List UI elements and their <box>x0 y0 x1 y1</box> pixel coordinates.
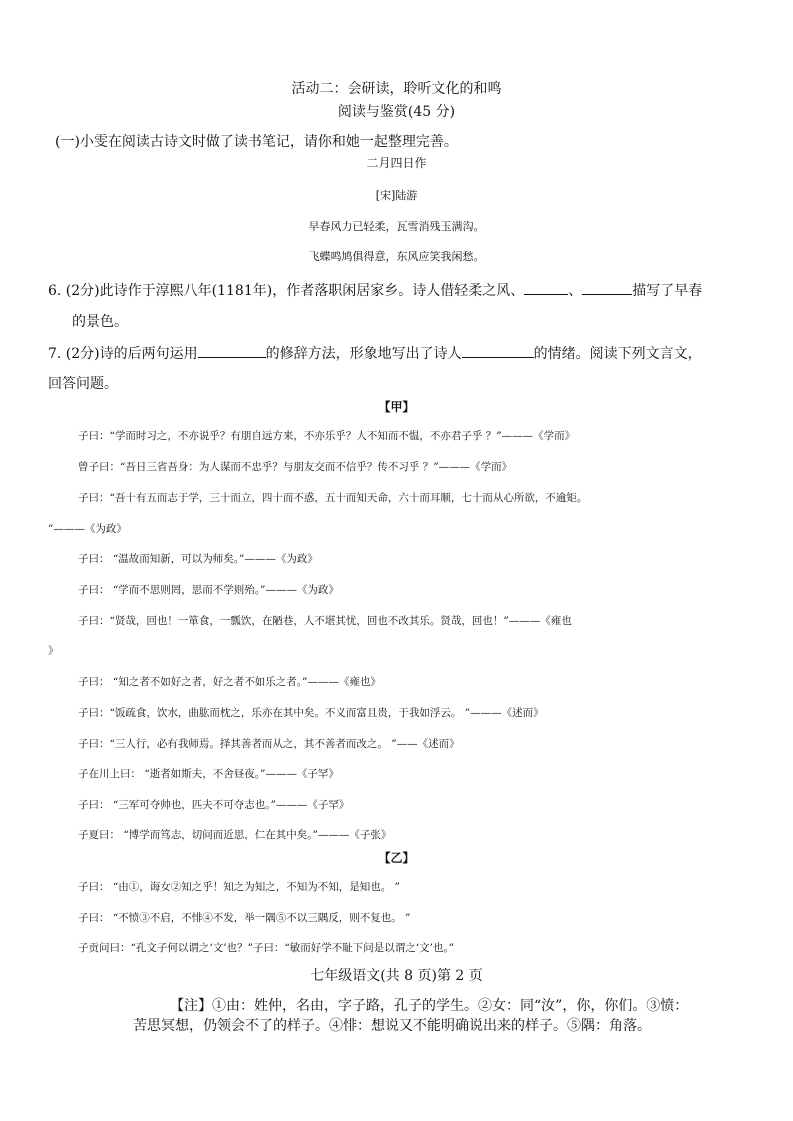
question-7-line-1 <box>48 343 702 363</box>
answer-blank[interactable] <box>524 282 568 295</box>
jia-line: 子曰： “学而不思则罔，思而不学则殆。”———《为政》 <box>78 584 339 596</box>
jia-line: 子在川上曰： “逝者如斯夫，不舍昼夜。”———《子罕》 <box>78 768 339 780</box>
jia-line: 子曰： “温故而知新，可以为师矣。”———《为政》 <box>78 553 318 565</box>
poem-line-2: 飞蝶鸣鸠俱得意，东风应笑我闲愁。 <box>308 250 485 263</box>
jia-header: 【甲】 <box>378 400 415 414</box>
jia-line: 子曰： “三军可夺帅也，匹夫不可夺志也。”———《子罕》 <box>78 799 350 811</box>
note-line-1: 【注】①由：姓仲，名由，字子路，孔子的学生。②女：同“汝”，你，你们。③愤： <box>170 998 689 1014</box>
poem-title: 二月四日作 <box>366 156 427 170</box>
question-6-line-1 <box>48 280 702 300</box>
question-6-text-a: 6. (2分)此诗作于淳熙八年(1181年)，作者落职闲居家乡。诗人借轻柔之风、 <box>48 283 525 299</box>
page-footer-label: 七年级语文(共 8 页)第 2 页 <box>310 968 483 984</box>
question-7-line-2: 回答问题。 <box>48 376 118 392</box>
part1-intro: (一)小雯在阅读古诗文时做了读书笔记，请你和她一起整理完善。 <box>55 134 458 150</box>
jia-line: 子曰：“三人行，必有我师焉。择其善者而从之，其不善者而改之。 ”——《述而》 <box>78 738 460 750</box>
section-title: 活动二：会研读，聆听文化的和鸣 <box>291 81 502 97</box>
yi-line: 子贡问曰：“孔文子何以谓之‘文’也？”子曰：“敏而好学不耻下问是以谓之‘文’也。” <box>78 942 455 954</box>
note-line-2: 苦思冥想，仍领会不了的样子。④悱：想说又不能明确说出来的样子。⑤隅：角落。 <box>133 1018 651 1034</box>
jia-line: ”———《为政》 <box>48 523 127 535</box>
jia-line: 曾子曰：“吾日三省吾身：为人谋而不忠乎？与朋友交而不信乎？传不习乎 ？”———《学而》 <box>78 461 513 473</box>
answer-blank[interactable] <box>462 345 534 358</box>
question-6-text-b: 描写了早春 <box>632 283 703 299</box>
jia-line: 子曰：“饭疏食，饮水，曲肱而枕之，乐亦在其中矣。不义而富且贵，于我如浮云。 ”———《述而》 <box>78 707 544 719</box>
section-subtitle: 阅读与鉴赏(45 分) <box>337 104 456 120</box>
yi-line: 子曰： “由①，诲女②知之乎！知之为知之，不知为不知，是知也。 ” <box>78 881 400 893</box>
yi-line: 子曰： “不愤③不启，不悱④不发，举一隅⑤不以三隅反，则不复也。 ” <box>78 912 411 924</box>
jia-line: 子曰：“吾十有五而志于学，三十而立，四十而不惑，五十而知天命，六十而耳顺，七十而从心所欲，不逾矩。 <box>78 492 588 504</box>
question-7-text-a: 7. (2分)诗的后两句运用 <box>48 346 198 362</box>
jia-line: 子曰： “知之者不如好之者，好之者不如乐之者。”———《雍也》 <box>78 676 381 688</box>
question-6-separator: 、 <box>568 283 583 299</box>
poem-line-1: 早春风力已轻柔，瓦雪消残玉满沟。 <box>308 220 485 233</box>
yi-header: 【乙】 <box>378 851 415 865</box>
jia-line: 》 <box>48 645 59 657</box>
jia-line: 子曰：“贤哉，回也！一箪食，一瓢饮，在陋巷，人不堪其忧，回也不改其乐。贤哉，回也！”———《雍也 <box>78 615 572 627</box>
question-7-text-c: 的情绪。阅读下列文言文， <box>533 346 702 362</box>
poem-author: [宋]陆游 <box>375 189 418 202</box>
answer-blank[interactable] <box>582 282 632 295</box>
question-7-text-b: 的修辞方法，形象地写出了诗人 <box>265 346 462 362</box>
question-6-line-2: 的景色。 <box>72 314 128 330</box>
answer-blank[interactable] <box>198 345 266 358</box>
jia-line: 子曰：“学而时习之，不亦说乎？有朋自远方来，不亦乐乎？人不知而不愠，不亦君子乎 ？”———《学而》 <box>78 430 576 442</box>
jia-line: 子夏曰： “博学而笃志，切问而近思，仁在其中矣。”———《子张》 <box>78 829 392 841</box>
